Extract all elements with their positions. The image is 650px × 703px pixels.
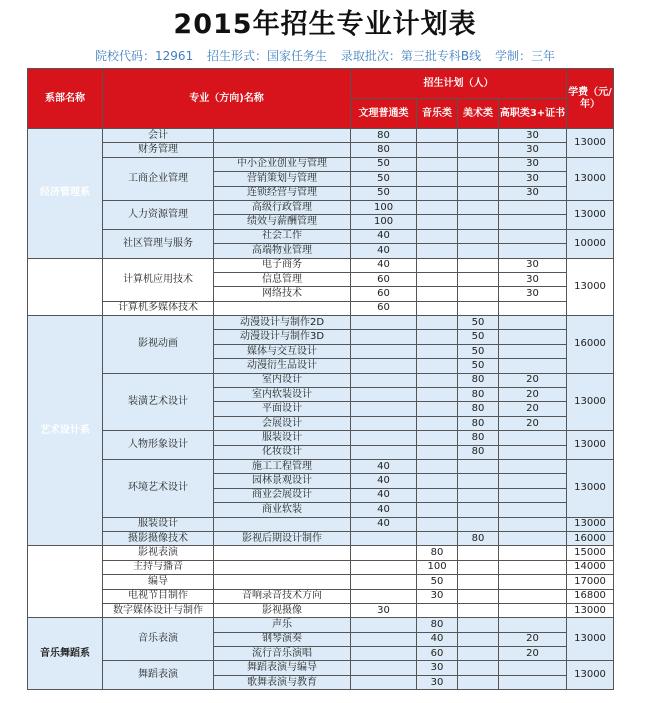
gaozhi-cell <box>499 661 567 675</box>
gaozhi-cell: 20 <box>499 402 567 416</box>
table-row <box>28 316 614 330</box>
header-major: 专业（方向)名称 <box>103 69 351 129</box>
enrollment-plan-table <box>27 68 614 690</box>
art-cell <box>458 517 499 531</box>
table-row <box>28 431 614 445</box>
art-cell <box>458 172 499 186</box>
art-cell: 80 <box>458 388 499 402</box>
wenli-cell <box>351 359 417 373</box>
art-cell <box>458 157 499 171</box>
table-row <box>28 589 614 603</box>
wenli-cell <box>351 589 417 603</box>
table-row <box>28 517 614 531</box>
wenli-cell: 60 <box>351 272 417 286</box>
dept-cell: 经济管理系 <box>28 129 103 259</box>
direction-cell: 中小企业创业与管理 <box>214 157 351 171</box>
wenli-cell <box>351 618 417 632</box>
music-cell <box>417 431 458 445</box>
direction-cell: 商业会展设计 <box>214 488 351 502</box>
music-cell <box>417 459 458 473</box>
art-cell <box>458 589 499 603</box>
fee-cell: 14000 <box>567 560 614 574</box>
major-cell: 音乐表演 <box>103 618 214 661</box>
dept-cell: 音乐舞蹈系 <box>28 618 103 690</box>
music-cell <box>417 316 458 330</box>
header-wenli: 文理普通类 <box>351 99 417 129</box>
header-dept: 系部名称 <box>28 69 103 129</box>
wenli-cell <box>351 632 417 646</box>
fee-cell: 15000 <box>567 546 614 560</box>
gaozhi-cell <box>499 330 567 344</box>
gaozhi-cell <box>499 618 567 632</box>
music-cell <box>417 388 458 402</box>
table-row <box>28 301 614 315</box>
major-cell: 电视节目制作 <box>103 589 214 603</box>
direction-cell: 音响录音技术方向 <box>214 589 351 603</box>
table-row <box>28 560 614 574</box>
direction-cell: 连锁经营与管理 <box>214 186 351 200</box>
gaozhi-cell <box>499 445 567 459</box>
gaozhi-cell <box>499 675 567 689</box>
wenli-cell: 40 <box>351 503 417 517</box>
fee-cell: 13000 <box>567 129 614 158</box>
art-cell: 80 <box>458 373 499 387</box>
gaozhi-cell <box>499 459 567 473</box>
art-cell <box>458 618 499 632</box>
gaozhi-cell <box>499 359 567 373</box>
wenli-cell: 80 <box>351 129 417 143</box>
major-cell: 环境艺术设计 <box>103 459 214 517</box>
wenli-cell: 100 <box>351 215 417 229</box>
dept-cell: 信息工程系 <box>28 258 103 316</box>
direction-cell: 流行音乐演唱 <box>214 647 351 661</box>
music-cell: 50 <box>417 575 458 589</box>
direction-cell <box>214 546 351 560</box>
table-row <box>28 258 614 272</box>
wenli-cell: 30 <box>351 603 417 617</box>
art-cell <box>458 129 499 143</box>
major-cell: 社区管理与服务 <box>103 229 214 258</box>
gaozhi-cell <box>499 546 567 560</box>
table-row <box>28 229 614 243</box>
direction-cell: 歌舞表演与教育 <box>214 675 351 689</box>
gaozhi-cell <box>499 200 567 214</box>
wenli-cell <box>351 575 417 589</box>
fee-cell: 13000 <box>567 517 614 531</box>
gaozhi-cell <box>499 215 567 229</box>
art-cell: 80 <box>458 416 499 430</box>
art-cell <box>458 272 499 286</box>
direction-cell: 声乐 <box>214 618 351 632</box>
art-cell <box>458 474 499 488</box>
table-row <box>28 546 614 560</box>
gaozhi-cell: 20 <box>499 416 567 430</box>
wenli-cell <box>351 546 417 560</box>
header-fee: 学费（元/年） <box>567 69 614 129</box>
major-cell: 影视表演 <box>103 546 214 560</box>
music-cell <box>417 287 458 301</box>
table-row <box>28 603 614 617</box>
major-cell: 舞蹈表演 <box>103 661 214 690</box>
music-cell <box>417 258 458 272</box>
music-cell <box>417 215 458 229</box>
study-years: 学制：三年 <box>494 49 555 63</box>
music-cell <box>417 229 458 243</box>
gaozhi-cell <box>499 503 567 517</box>
gaozhi-cell <box>499 316 567 330</box>
header-gaozhi: 高职类3+证书 <box>499 99 567 129</box>
wenli-cell: 50 <box>351 172 417 186</box>
page-title: 2015年招生专业计划表 <box>173 9 477 40</box>
table-row <box>28 157 614 171</box>
wenli-cell: 50 <box>351 157 417 171</box>
direction-cell: 影视摄像 <box>214 603 351 617</box>
art-cell <box>458 675 499 689</box>
direction-cell: 动漫设计与制作3D <box>214 330 351 344</box>
gaozhi-cell: 30 <box>499 287 567 301</box>
art-cell <box>458 143 499 157</box>
music-cell: 40 <box>417 632 458 646</box>
music-cell: 80 <box>417 546 458 560</box>
fee-cell: 13000 <box>567 373 614 431</box>
music-cell <box>417 488 458 502</box>
direction-cell: 动漫衍生品设计 <box>214 359 351 373</box>
header-art: 美术类 <box>458 99 499 129</box>
wenli-cell: 40 <box>351 517 417 531</box>
direction-cell: 网络技术 <box>214 287 351 301</box>
art-cell <box>458 603 499 617</box>
music-cell <box>417 344 458 358</box>
major-cell: 摄影摄像技术 <box>103 531 214 545</box>
art-cell <box>458 661 499 675</box>
gaozhi-cell: 30 <box>499 186 567 200</box>
direction-cell: 室内软装设计 <box>214 388 351 402</box>
gaozhi-cell: 20 <box>499 373 567 387</box>
gaozhi-cell: 20 <box>499 647 567 661</box>
school-code: 院校代码：12961 <box>95 49 194 63</box>
fee-cell: 13000 <box>567 157 614 200</box>
art-cell: 50 <box>458 316 499 330</box>
art-cell: 50 <box>458 344 499 358</box>
music-cell <box>417 503 458 517</box>
music-cell <box>417 603 458 617</box>
gaozhi-cell: 30 <box>499 272 567 286</box>
gaozhi-cell <box>499 575 567 589</box>
direction-cell: 高级行政管理 <box>214 200 351 214</box>
direction-cell: 信息管理 <box>214 272 351 286</box>
music-cell <box>417 157 458 171</box>
fee-cell: 17000 <box>567 575 614 589</box>
fee-cell: 13000 <box>567 603 614 617</box>
direction-cell: 电子商务 <box>214 258 351 272</box>
fee-cell: 10000 <box>567 229 614 258</box>
major-cell: 人物形象设计 <box>103 431 214 460</box>
music-cell: 60 <box>417 647 458 661</box>
direction-cell: 社会工作 <box>214 229 351 243</box>
music-cell <box>417 301 458 315</box>
wenli-cell <box>351 431 417 445</box>
music-cell <box>417 330 458 344</box>
gaozhi-cell <box>499 603 567 617</box>
header-music: 音乐类 <box>417 99 458 129</box>
music-cell: 80 <box>417 618 458 632</box>
music-cell: 30 <box>417 661 458 675</box>
gaozhi-cell <box>499 431 567 445</box>
music-cell: 100 <box>417 560 458 574</box>
fee-cell: 13000 <box>567 258 614 316</box>
art-cell: 50 <box>458 330 499 344</box>
direction-cell: 媒体与交互设计 <box>214 344 351 358</box>
music-cell <box>417 186 458 200</box>
major-cell: 数字媒体设计与制作 <box>103 603 214 617</box>
music-cell: 30 <box>417 675 458 689</box>
table-row <box>28 661 614 675</box>
table-row <box>28 459 614 473</box>
table-row <box>28 200 614 214</box>
art-cell <box>458 459 499 473</box>
gaozhi-cell <box>499 229 567 243</box>
gaozhi-cell <box>499 301 567 315</box>
gaozhi-cell <box>499 560 567 574</box>
wenli-cell: 60 <box>351 287 417 301</box>
major-cell: 财务管理 <box>103 143 214 157</box>
music-cell <box>417 445 458 459</box>
music-cell <box>417 143 458 157</box>
gaozhi-cell <box>499 589 567 603</box>
wenli-cell: 40 <box>351 258 417 272</box>
major-cell: 人力资源管理 <box>103 200 214 229</box>
direction-cell <box>214 575 351 589</box>
direction-cell: 绩效与薪酬管理 <box>214 215 351 229</box>
music-cell <box>417 474 458 488</box>
music-cell <box>417 172 458 186</box>
art-cell <box>458 647 499 661</box>
major-cell: 装潢艺术设计 <box>103 373 214 431</box>
header-plan: 招生计划（人） <box>351 69 567 99</box>
table-row <box>28 618 614 632</box>
wenli-cell <box>351 388 417 402</box>
art-cell <box>458 503 499 517</box>
fee-cell: 13000 <box>567 618 614 661</box>
art-cell <box>458 229 499 243</box>
direction-cell <box>214 129 351 143</box>
art-cell: 50 <box>458 359 499 373</box>
direction-cell: 室内设计 <box>214 373 351 387</box>
wenli-cell <box>351 661 417 675</box>
art-cell <box>458 632 499 646</box>
art-cell <box>458 546 499 560</box>
direction-cell: 影视后期设计制作 <box>214 531 351 545</box>
table-row <box>28 531 614 545</box>
gaozhi-cell <box>499 488 567 502</box>
music-cell <box>417 359 458 373</box>
music-cell <box>417 200 458 214</box>
direction-cell <box>214 301 351 315</box>
art-cell <box>458 301 499 315</box>
art-cell: 80 <box>458 431 499 445</box>
fee-cell: 16000 <box>567 316 614 374</box>
direction-cell: 高端物业管理 <box>214 244 351 258</box>
art-cell <box>458 258 499 272</box>
dept-cell: 艺术设计系 <box>28 316 103 546</box>
wenli-cell <box>351 402 417 416</box>
major-cell: 服装设计 <box>103 517 214 531</box>
music-cell: 30 <box>417 589 458 603</box>
major-cell: 计算机多媒体技术 <box>103 301 214 315</box>
music-cell <box>417 272 458 286</box>
direction-cell <box>214 517 351 531</box>
gaozhi-cell <box>499 344 567 358</box>
fee-cell: 13000 <box>567 431 614 460</box>
art-cell: 80 <box>458 402 499 416</box>
direction-cell <box>214 143 351 157</box>
wenli-cell: 40 <box>351 488 417 502</box>
music-cell <box>417 373 458 387</box>
art-cell: 80 <box>458 531 499 545</box>
direction-cell: 会展设计 <box>214 416 351 430</box>
music-cell <box>417 129 458 143</box>
gaozhi-cell <box>499 474 567 488</box>
gaozhi-cell <box>499 531 567 545</box>
major-cell: 主持与播音 <box>103 560 214 574</box>
dept-cell: 戏剧影视系 <box>28 546 103 618</box>
gaozhi-cell: 30 <box>499 172 567 186</box>
wenli-cell <box>351 675 417 689</box>
wenli-cell: 100 <box>351 200 417 214</box>
gaozhi-cell: 20 <box>499 388 567 402</box>
wenli-cell <box>351 647 417 661</box>
wenli-cell: 40 <box>351 474 417 488</box>
fee-cell: 16000 <box>567 531 614 545</box>
major-cell: 计算机应用技术 <box>103 258 214 301</box>
table-row <box>28 373 614 387</box>
art-cell <box>458 488 499 502</box>
wenli-cell <box>351 316 417 330</box>
art-cell <box>458 575 499 589</box>
fee-cell: 13000 <box>567 459 614 517</box>
art-cell <box>458 560 499 574</box>
wenli-cell: 60 <box>351 301 417 315</box>
fee-cell: 13000 <box>567 661 614 690</box>
direction-cell: 营销策划与管理 <box>214 172 351 186</box>
art-cell <box>458 215 499 229</box>
direction-cell: 舞蹈表演与编导 <box>214 661 351 675</box>
gaozhi-cell: 30 <box>499 258 567 272</box>
direction-cell: 施工工程管理 <box>214 459 351 473</box>
wenli-cell: 40 <box>351 459 417 473</box>
gaozhi-cell <box>499 517 567 531</box>
music-cell <box>417 402 458 416</box>
admission-batch: 录取批次：第三批专科B线 <box>340 49 482 63</box>
art-cell <box>458 244 499 258</box>
direction-cell: 商业软装 <box>214 503 351 517</box>
wenli-cell: 40 <box>351 244 417 258</box>
music-cell <box>417 517 458 531</box>
wenli-cell <box>351 560 417 574</box>
wenli-cell <box>351 344 417 358</box>
wenli-cell: 80 <box>351 143 417 157</box>
admission-form: 招生形式：国家任务生 <box>207 49 328 63</box>
direction-cell: 园林景观设计 <box>214 474 351 488</box>
art-cell: 80 <box>458 445 499 459</box>
major-cell: 工商企业管理 <box>103 157 214 200</box>
gaozhi-cell: 30 <box>499 157 567 171</box>
direction-cell: 平面设计 <box>214 402 351 416</box>
music-cell <box>417 416 458 430</box>
fee-cell: 13000 <box>567 200 614 229</box>
table-row <box>28 575 614 589</box>
admission-info <box>0 47 650 64</box>
major-cell: 编导 <box>103 575 214 589</box>
direction-cell: 服装设计 <box>214 431 351 445</box>
table-row <box>28 143 614 157</box>
gaozhi-cell <box>499 244 567 258</box>
gaozhi-cell: 30 <box>499 143 567 157</box>
wenli-cell: 50 <box>351 186 417 200</box>
art-cell <box>458 186 499 200</box>
major-cell: 影视动画 <box>103 316 214 374</box>
wenli-cell <box>351 531 417 545</box>
wenli-cell: 40 <box>351 229 417 243</box>
wenli-cell <box>351 445 417 459</box>
direction-cell: 钢琴演奏 <box>214 632 351 646</box>
fee-cell: 16800 <box>567 589 614 603</box>
art-cell <box>458 287 499 301</box>
direction-cell <box>214 560 351 574</box>
music-cell <box>417 531 458 545</box>
major-cell: 会计 <box>103 129 214 143</box>
gaozhi-cell: 20 <box>499 632 567 646</box>
direction-cell: 动漫设计与制作2D <box>214 316 351 330</box>
wenli-cell <box>351 373 417 387</box>
table-row <box>28 129 614 143</box>
wenli-cell <box>351 416 417 430</box>
gaozhi-cell: 30 <box>499 129 567 143</box>
wenli-cell <box>351 330 417 344</box>
music-cell <box>417 244 458 258</box>
direction-cell: 化妆设计 <box>214 445 351 459</box>
art-cell <box>458 200 499 214</box>
